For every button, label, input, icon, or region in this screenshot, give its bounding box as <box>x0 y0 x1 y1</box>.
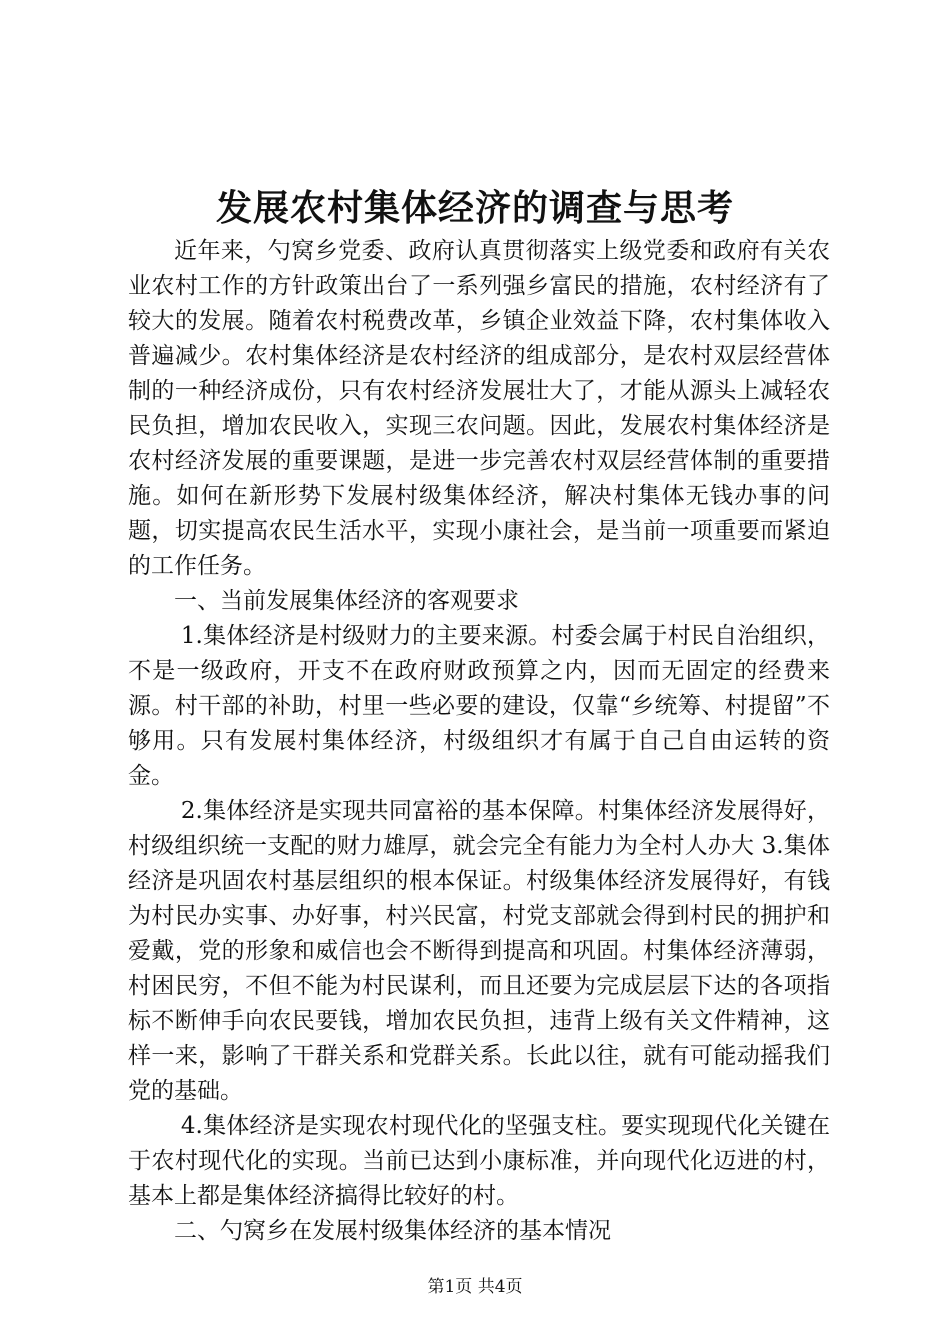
paragraph-point-2-3: 2.集体经济是实现共同富裕的基本保障。村集体经济发展得好，村级组织统一支配的财力雄厚，就会完全有能力为全村人办大 3.集体经济是巩固农村基层组织的根本保证。村级集体经济发展得好，有钱为村民办实事、办好事，村兴民富，村党支部就会得到村民的拥护和爱戴，党的形象和威信也会不断得到提高和巩固。村集体经济薄弱，村困民穷，不但不能为村民谋利，而且还要为完成层层下达的各项指标不断伸手向农民要钱，增加农民负担，违背上级有关文件精神，这样一来，影响了干群关系和党群关系。长此以往，就有可能动摇我们党的基础。 <box>128 798 830 1104</box>
document-body <box>128 234 830 1249</box>
paragraph-intro: 近年来，勺窝乡党委、政府认真贯彻落实上级党委和政府有关农业农村工作的方针政策出台了一系列强乡富民的措施，农村经济有了较大的发展。随着农村税费改革，乡镇企业效益下降，农村集体收入普遍减少。农村集体经济是农村经济的组成部分，是农村双层经营体制的一种经济成份，只有农村经济发展壮大了，才能从源头上减轻农民负担，增加农民收入，实现三农问题。因此，发展农村集体经济是农村经济发展的重要课题，是进一步完善农村双层经营体制的重要措施。如何在新形势下发展村级集体经济，解决村集体无钱办事的问题，切实提高农民生活水平，实现小康社会，是当前一项重要而紧迫的工作任务。 <box>128 238 830 579</box>
section-heading-1: 一、当前发展集体经济的客观要求 <box>174 588 519 614</box>
paragraph-point-4: 4.集体经济是实现农村现代化的坚强支柱。要实现现代化关键在于农村现代化的实现。当前已达到小康标准，并向现代化迈进的村，基本上都是集体经济搞得比较好的村。 <box>128 1113 830 1209</box>
paragraph-point-1: 1.集体经济是村级财力的主要来源。村委会属于村民自治组织，不是一级政府，开支不在政府财政预算之内，因而无固定的经费来源。村干部的补助，村里一些必要的建设，仅靠“乡统筹、村提留”不够用。只有发展村集体经济，村级组织才有属于自己自由运转的资金。 <box>128 623 830 789</box>
page-title: 发展农村集体经济的调查与思考 <box>215 187 734 229</box>
section-heading-2: 二、勺窝乡在发展村级集体经济的基本情况 <box>174 1218 611 1244</box>
page-number-footer: 第1页 共4页 <box>427 1277 523 1297</box>
